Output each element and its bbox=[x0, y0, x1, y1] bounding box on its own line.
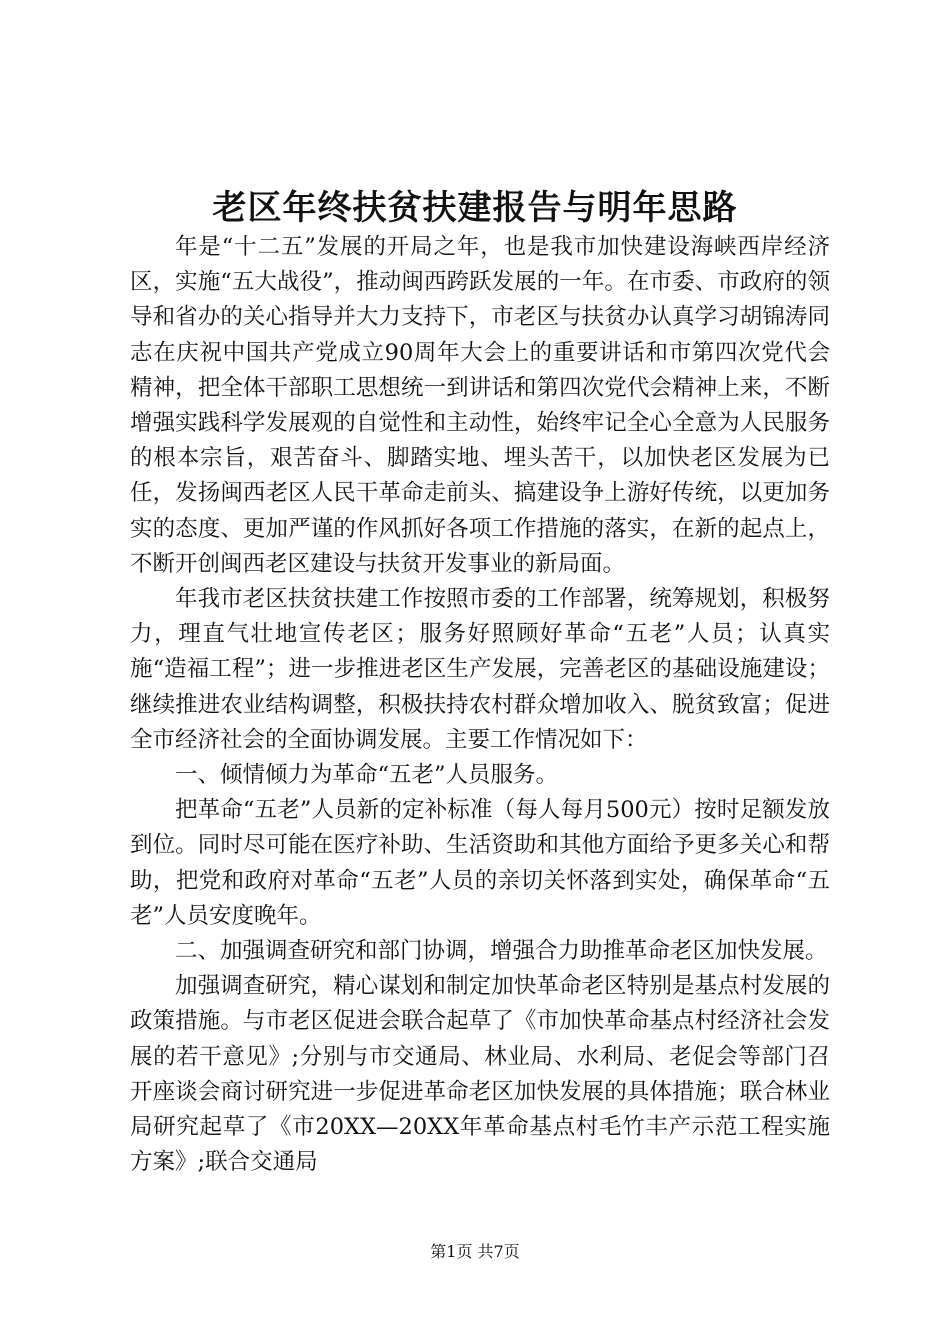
paragraph: 把革命“五老”人员新的定补标准（每人每月500元）按时足额发放到位。同时尽可能在医疗补助、生活资助和其他方面给予更多关心和帮助，把党和政府对革命“五老”人员的亲切关怀落到实处，确保革命“五老”人员安度晚年。 bbox=[130, 797, 830, 929]
paragraph: 加强调查研究，精心谋划和制定加快革命老区特别是基点村发展的政策措施。与市老区促进会联合起草了《市加快革命基点村经济社会发展的若干意见》;分别与市交通局、林业局、水利局、老促会等部门召开座谈会商讨研究进一步促进革命老区加快发展的具体措施；联合林业局研究起草了《市20XX—20XX年革命基点村毛竹丰产示范工程实施方案》;联合交通局 bbox=[130, 973, 830, 1176]
paragraph: 年我市老区扶贫扶建工作按照市委的工作部署，统筹规划，积极努力，理直气壮地宣传老区；服务好照顾好革命“五老”人员；认真实施“造福工程”；进一步推进老区生产发展，完善老区的基础设施建设；继续推进农业结构调整，积极扶持农村群众增加收入、脱贫致富；促进全市经济社会的全面协调发展。主要工作情况如下： bbox=[130, 586, 830, 753]
paragraph: 年是“十二五”发展的开局之年，也是我市加快建设海峡西岸经济区，实施“五大战役”，推动闽西跨跃发展的一年。在市委、市政府的领导和省办的关心指导并大力支持下，市老区与扶贫办认真学习胡锦涛同志在庆祝中国共产党成立90周年大会上的重要讲话和市第四次党代会精神，把全体干部职工思想统一到讲话和第四次党代会精神上来，不断增强实践科学发展观的自觉性和主动性，始终牢记全心全意为人民服务的根本宗旨，艰苦奋斗、脚踏实地、埋头苦干，以加快老区发展为已任，发扬闽西老区人民干革命走前头、搞建设争上游好传统，以更加务实的态度、更加严谨的作风抓好各项工作措施的落实，在新的起点上，不断开创闽西老区建设与扶贫开发事业的新局面。 bbox=[130, 234, 830, 577]
page-number-footer: 第1页 共7页 bbox=[430, 1242, 520, 1261]
document-body bbox=[130, 230, 830, 1180]
document-title: 老区年终扶贫扶建报告与明年思路 bbox=[212, 188, 738, 228]
section-heading: 二、加强调查研究和部门协调，增强合力助推革命老区加快发展。 bbox=[175, 938, 828, 965]
section-heading: 一、倾情倾力为革命“五老”人员服务。 bbox=[175, 762, 559, 789]
